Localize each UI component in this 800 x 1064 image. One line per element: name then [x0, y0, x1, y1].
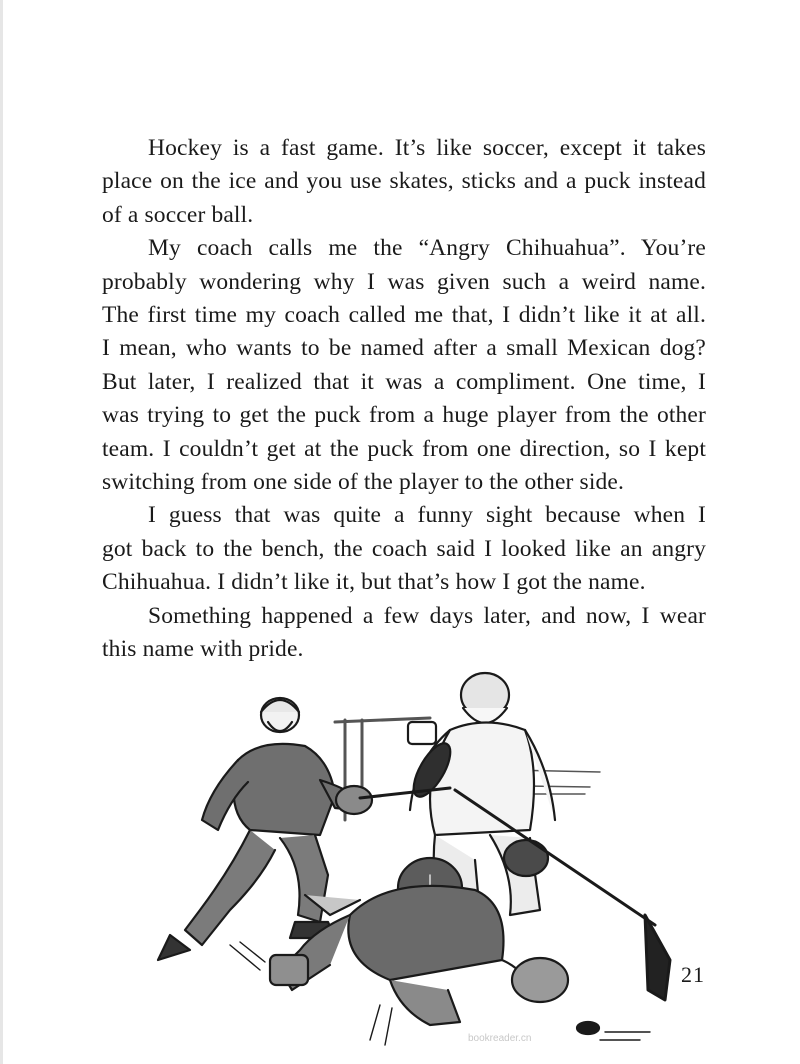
paragraph-4-line-1: Something happened a few days later, and now, I wear: [148, 602, 706, 629]
paragraph-2-line-8: switching from one side of the player to the other side.: [102, 469, 625, 496]
watermark: bookreader.cn: [468, 1033, 532, 1044]
paragraph-2-line-4: I mean, who wants to be named after a small Mexican dog?: [102, 335, 706, 362]
paragraph-2-line-5: But later, I realized that it was a compliment. One time, I: [102, 368, 706, 395]
page-edge: [0, 0, 3, 1064]
paragraph-3-line-3: Chihuahua. I didn’t like it, but that’s how I got the name.: [102, 569, 646, 596]
paragraph-2-line-3: The first time my coach called me that, I didn’t like it at all.: [102, 302, 706, 329]
paragraph-2-line-2: probably wondering why I was given such a weird name.: [102, 268, 706, 295]
paragraph-1-line-1: Hockey is a fast game. It’s like soccer, except it takes: [148, 135, 706, 161]
paragraph-2-line-7: team. I couldn’t get at the puck from one direction, so I kept: [102, 435, 706, 462]
hockey-illustration: [130, 660, 690, 1060]
puck: [577, 1022, 599, 1034]
paragraph-2-line-1: My coach calls me the “Angry Chihuahua”. You’re: [148, 235, 706, 262]
paragraph-3-line-2: got back to the bench, the coach said I looked like an angry: [102, 535, 706, 562]
paragraph-1-line-3: of a soccer ball.: [102, 201, 254, 228]
paragraph-3-line-1: I guess that was quite a funny sight because when I: [148, 502, 706, 529]
story-text: [102, 132, 706, 667]
page-number: 21: [681, 962, 705, 987]
paragraph-4-line-2: this name with pride.: [102, 636, 304, 663]
paragraph-1-line-2: place on the ice and you use skates, sticks and a puck instead: [102, 168, 706, 195]
paragraph-2-line-6: was trying to get the puck from a huge player from the other: [102, 402, 706, 429]
